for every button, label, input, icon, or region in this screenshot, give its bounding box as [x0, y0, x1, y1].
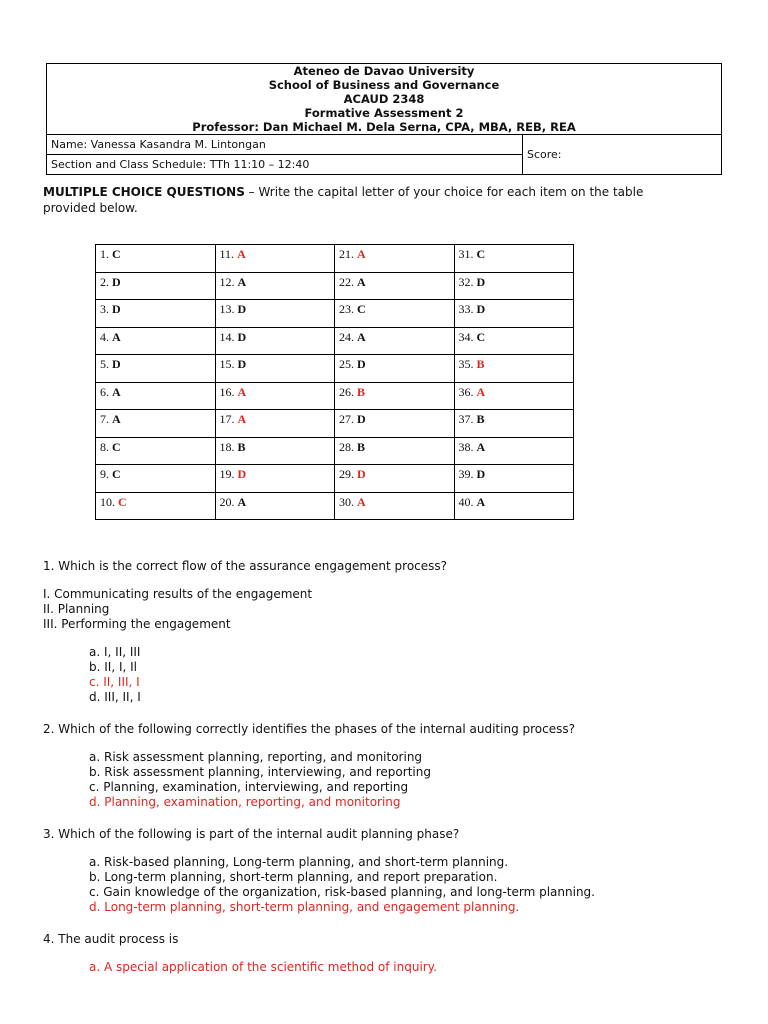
- answer-cell: [454, 327, 574, 355]
- item-number: 28.: [339, 439, 357, 454]
- answer-letter: B: [357, 439, 366, 454]
- answer-row: [96, 245, 574, 273]
- answer-row: [96, 437, 574, 465]
- answer-letter: D: [237, 302, 247, 316]
- answer-option: b. II, I, Il: [89, 660, 137, 674]
- answer-cell: [215, 410, 335, 438]
- answer-letter: A: [112, 412, 121, 426]
- answer-cell: [96, 272, 216, 300]
- item-number: 11.: [219, 247, 238, 261]
- student-info-table: [47, 134, 721, 174]
- item-number: 6.: [100, 384, 112, 399]
- answer-letter: D: [357, 412, 366, 426]
- item-number: 32.: [458, 274, 477, 289]
- answer-cell: [454, 272, 574, 300]
- answer-letter: B: [476, 412, 485, 426]
- statement-item: I. Communicating results of the engagement: [43, 587, 313, 601]
- answer-letter: D: [357, 357, 366, 371]
- answer-letter: D: [237, 357, 247, 371]
- answer-letter: A: [476, 384, 486, 399]
- item-number: 20.: [219, 494, 238, 509]
- item-number: 5.: [100, 357, 112, 371]
- answer-cell: [96, 382, 216, 410]
- answer-row: [96, 492, 574, 520]
- answer-letter: C: [476, 329, 486, 344]
- instructions-heading: MULTIPLE CHOICE QUESTIONS: [43, 185, 245, 199]
- answer-row: [96, 300, 574, 328]
- statement-item: III. Performing the engagement: [43, 617, 231, 631]
- answer-cell: [96, 355, 216, 383]
- answer-cell: [335, 245, 455, 273]
- answer-letter: D: [237, 329, 247, 344]
- student-name: Name: Vanessa Kasandra M. Lintongan: [47, 135, 523, 155]
- assessment-title: Formative Assessment 2: [304, 106, 464, 120]
- instructions: [43, 184, 683, 216]
- answer-letter: D: [112, 302, 121, 316]
- answer-letter: B: [476, 357, 485, 371]
- answer-letter: A: [476, 439, 486, 454]
- answer-letter: B: [237, 439, 246, 454]
- answer-cell: [215, 272, 335, 300]
- answer-letter: D: [112, 357, 121, 371]
- answer-option: b. Risk assessment planning, interviewing, and reporting: [89, 765, 431, 779]
- answer-letter: A: [237, 247, 246, 261]
- answer-option: a. A special application of the scientific method of inquiry.: [89, 960, 437, 974]
- answer-cell: [215, 492, 335, 520]
- answer-cell: [454, 355, 574, 383]
- item-number: 17.: [219, 412, 238, 426]
- item-number: 7.: [100, 412, 112, 426]
- answer-letter: A: [476, 494, 486, 509]
- item-number: 29.: [339, 467, 357, 481]
- professor-name: Professor: Dan Michael M. Dela Serna, CPA, MBA, REB, REA: [192, 120, 576, 134]
- item-number: 19.: [219, 467, 238, 481]
- answer-option: a. I, II, III: [89, 645, 141, 659]
- item-number: 4.: [100, 329, 112, 344]
- answer-cell: [215, 300, 335, 328]
- item-number: 12.: [219, 274, 238, 289]
- answer-cell: [215, 465, 335, 493]
- answer-letter: C: [357, 302, 366, 316]
- item-number: 35.: [458, 357, 477, 371]
- answer-letter: D: [357, 467, 366, 481]
- answer-cell: [454, 410, 574, 438]
- answer-letter: A: [237, 494, 247, 509]
- answer-cell: [96, 300, 216, 328]
- answer-cell: [335, 272, 455, 300]
- header-title: [47, 64, 721, 134]
- item-number: 33.: [458, 302, 477, 316]
- item-number: 14.: [219, 329, 238, 344]
- answer-row: [96, 272, 574, 300]
- answer-letter: D: [237, 467, 247, 481]
- questions-section: [43, 559, 703, 975]
- answer-letter: A: [357, 494, 366, 509]
- item-number: 31.: [458, 247, 477, 261]
- item-number: 16.: [219, 384, 238, 399]
- question-text: 1. Which is the correct flow of the assurance engagement process?: [43, 559, 448, 573]
- answer-cell: [335, 382, 455, 410]
- item-number: 3.: [100, 302, 112, 316]
- answer-cell: [215, 245, 335, 273]
- item-number: 21.: [339, 247, 357, 261]
- answer-cell: [96, 327, 216, 355]
- answer-cell: [335, 327, 455, 355]
- answer-row: [96, 355, 574, 383]
- item-number: 27.: [339, 412, 357, 426]
- answer-cell: [335, 300, 455, 328]
- answer-option: a. Risk assessment planning, reporting, and monitoring: [89, 750, 423, 764]
- instructions-text: – Write the capital letter of your choice for each item on the table provided below.: [43, 185, 644, 215]
- answer-row: [96, 327, 574, 355]
- item-number: 26.: [339, 384, 357, 399]
- answer-cell: [335, 355, 455, 383]
- university-name: Ateneo de Davao University: [293, 64, 475, 78]
- question-text: 4. The audit process is: [43, 932, 179, 946]
- answer-letter: C: [112, 247, 121, 261]
- item-number: 15.: [219, 357, 238, 371]
- school-name: School of Business and Governance: [268, 78, 500, 92]
- answer-cell: [454, 245, 574, 273]
- answer-letter: C: [118, 494, 127, 509]
- answer-row: [96, 465, 574, 493]
- answer-letter: A: [237, 274, 247, 289]
- item-number: 40.: [458, 494, 477, 509]
- question-text: 2. Which of the following correctly identifies the phases of the internal auditing process?: [43, 722, 575, 736]
- answer-letter: D: [476, 274, 486, 289]
- answer-cell: [335, 465, 455, 493]
- answer-option: d. Long-term planning, short-term planning, and engagement planning.: [89, 900, 520, 914]
- answer-option: b. Long-term planning, short-term planning, and report preparation.: [89, 870, 498, 884]
- answer-letter: A: [357, 274, 366, 289]
- course-code: ACAUD 2348: [343, 92, 425, 106]
- item-number: 37.: [458, 412, 477, 426]
- score-cell: Score:: [523, 135, 722, 175]
- answer-row: [96, 382, 574, 410]
- answer-option: c. II, III, I: [89, 675, 140, 689]
- item-number: 18.: [219, 439, 238, 454]
- answer-option: c. Gain knowledge of the organization, risk-based planning, and long-term planning.: [89, 885, 595, 899]
- item-number: 13.: [219, 302, 238, 316]
- item-number: 36.: [458, 384, 477, 399]
- answer-letter: A: [237, 384, 247, 399]
- answer-option: a. Risk-based planning, Long-term planning, and short-term planning.: [89, 855, 509, 869]
- item-number: 10.: [100, 494, 118, 509]
- item-number: 38.: [458, 439, 477, 454]
- item-number: 25.: [339, 357, 357, 371]
- answer-cell: [96, 410, 216, 438]
- answer-letter: C: [476, 247, 486, 261]
- answer-letter: D: [112, 274, 121, 289]
- question-text: 3. Which of the following is part of the internal audit planning phase?: [43, 827, 460, 841]
- statement-item: II. Planning: [43, 602, 110, 616]
- answer-letter: A: [357, 247, 366, 261]
- answer-letter: A: [357, 329, 366, 344]
- answer-cell: [335, 410, 455, 438]
- item-number: 1.: [100, 247, 112, 261]
- item-number: 24.: [339, 329, 357, 344]
- assessment-header: [46, 63, 722, 175]
- answer-cell: [335, 437, 455, 465]
- answer-option: d. Planning, examination, reporting, and monitoring: [89, 795, 401, 809]
- answer-cell: [215, 382, 335, 410]
- item-number: 39.: [458, 467, 477, 481]
- answer-option: c. Planning, examination, interviewing, and reporting: [89, 780, 409, 794]
- item-number: 2.: [100, 274, 112, 289]
- answer-table: [95, 244, 574, 520]
- answer-letter: D: [476, 302, 486, 316]
- answer-letter: A: [237, 412, 247, 426]
- answer-letter: A: [112, 384, 121, 399]
- answer-cell: [215, 355, 335, 383]
- answer-cell: [454, 437, 574, 465]
- answer-letter: A: [112, 329, 121, 344]
- answer-cell: [96, 492, 216, 520]
- answer-cell: [454, 465, 574, 493]
- item-number: 34.: [458, 329, 477, 344]
- answer-cell: [454, 300, 574, 328]
- answer-cell: [96, 465, 216, 493]
- answer-letter: D: [476, 467, 486, 481]
- answer-letter: C: [112, 439, 121, 454]
- answer-option: d. III, II, I: [89, 690, 141, 704]
- answer-cell: [215, 437, 335, 465]
- answer-row: [96, 410, 574, 438]
- answer-cell: [96, 245, 216, 273]
- class-schedule: Section and Class Schedule: TTh 11:10 – 12:40: [47, 155, 523, 175]
- answer-cell: [454, 382, 574, 410]
- answer-cell: [454, 492, 574, 520]
- item-number: 9.: [100, 467, 112, 481]
- answer-letter: C: [112, 467, 121, 481]
- item-number: 23.: [339, 302, 357, 316]
- answer-cell: [335, 492, 455, 520]
- item-number: 30.: [339, 494, 357, 509]
- item-number: 22.: [339, 274, 357, 289]
- answer-letter: B: [357, 384, 366, 399]
- answer-cell: [215, 327, 335, 355]
- item-number: 8.: [100, 439, 112, 454]
- answer-cell: [96, 437, 216, 465]
